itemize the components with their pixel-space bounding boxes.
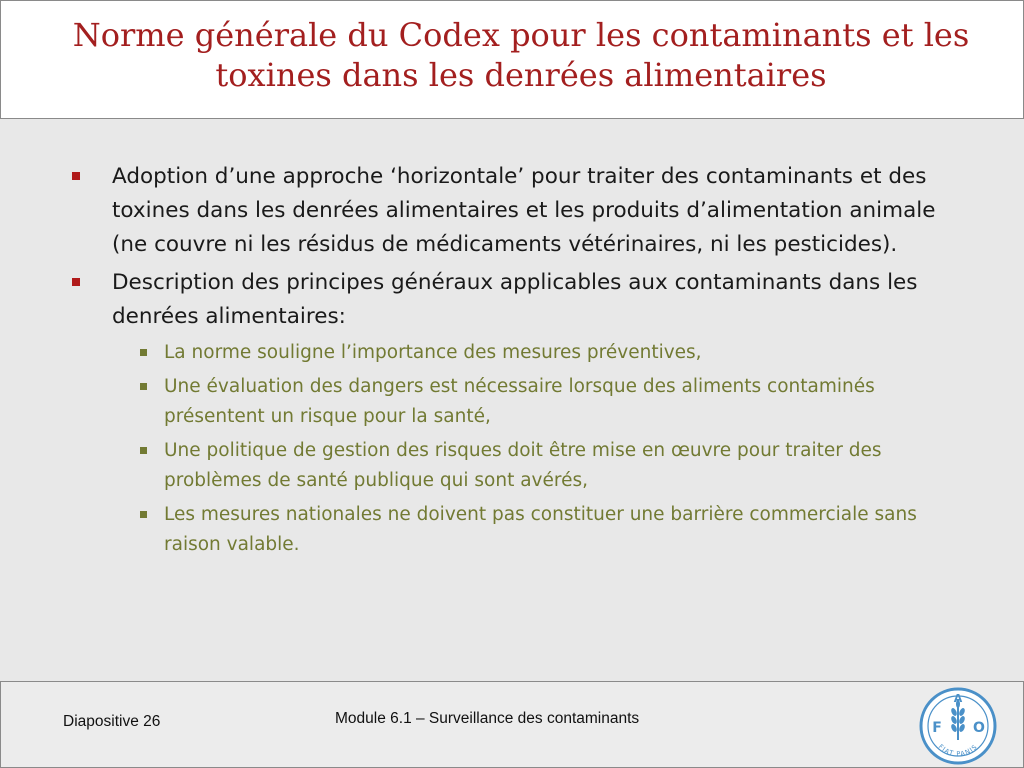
square-bullet-icon xyxy=(72,172,80,180)
bullet-text: Adoption d’une approche ‘horizontale’ pour traiter des contaminants et des toxines dans les denrées alimentaires et les produits d’alimentation animale (ne couvre ni les résidus de médicaments vétérinaires, ni les pesticides). xyxy=(112,164,936,257)
square-bullet-icon xyxy=(140,383,147,390)
logo-motto-path: FIAT PANIS xyxy=(936,742,980,759)
sub-bullet-list xyxy=(112,338,950,560)
bullet-list xyxy=(70,160,950,560)
sub-bullet-text: Une évaluation des dangers est nécessaire lorsque des aliments contaminés présentent un risque pour la santé, xyxy=(164,376,875,427)
bullet-item xyxy=(70,266,950,560)
sub-bullet-item xyxy=(112,338,950,368)
sub-bullet-text: Les mesures nationales ne doivent pas constituer une barrière commerciale sans raison valable. xyxy=(164,504,917,555)
sub-bullet-item xyxy=(112,500,950,560)
slide-number: Diapositive 26 xyxy=(63,713,161,730)
square-bullet-icon xyxy=(140,447,147,454)
title-box xyxy=(0,0,1024,119)
slide-footer xyxy=(0,681,1024,768)
square-bullet-icon xyxy=(140,349,147,356)
logo-letter: O xyxy=(973,720,985,736)
module-label: Module 6.1 – Surveillance des contaminants xyxy=(335,710,640,727)
sub-bullet-item xyxy=(112,372,950,432)
fao-logo-icon xyxy=(918,686,998,766)
logo-letter: A xyxy=(953,692,963,705)
bullet-item xyxy=(70,160,950,262)
bullet-text: Description des principes généraux applicables aux contaminants dans les denrées alimentaires: xyxy=(112,270,918,329)
square-bullet-icon xyxy=(140,511,147,518)
sub-bullet-text: La norme souligne l’importance des mesures préventives, xyxy=(164,342,702,363)
logo-letter: F xyxy=(932,720,942,736)
square-bullet-icon xyxy=(72,278,80,286)
slide-content xyxy=(70,160,950,564)
sub-bullet-text: Une politique de gestion des risques doit être mise en œuvre pour traiter des problèmes de santé publique qui sont avérés, xyxy=(164,440,882,491)
slide-title: Norme générale du Codex pour les contaminants et les toxines dans les denrées alimentaires xyxy=(72,16,970,94)
sub-bullet-item xyxy=(112,436,950,496)
